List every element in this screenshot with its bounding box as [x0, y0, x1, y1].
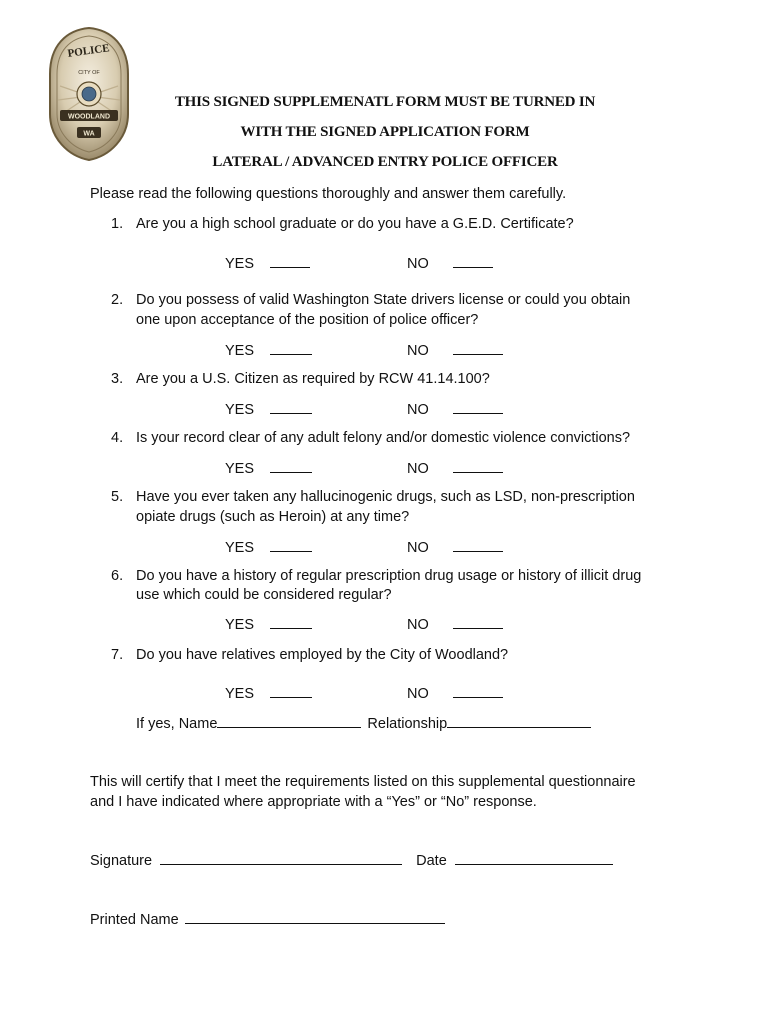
question-text: Do you have relatives employed by the City of Woodland?: [136, 647, 509, 663]
yes-option[interactable]: [225, 685, 312, 702]
no-label: NO: [407, 540, 429, 556]
yes-option[interactable]: [225, 460, 312, 477]
no-label: NO: [407, 686, 429, 702]
no-answer-line[interactable]: [453, 616, 503, 629]
no-option[interactable]: [407, 460, 503, 477]
no-answer-line[interactable]: [453, 460, 503, 473]
relatives-row: [136, 715, 591, 732]
signature-label: Signature: [90, 853, 153, 869]
intro-text: Please read the following questions thoroughly and answer them carefully.: [90, 186, 567, 202]
no-label: NO: [407, 256, 429, 272]
question-text: Do you possess of valid Washington State drivers license or could you obtain: [136, 292, 631, 308]
printed-name-label: Printed Name: [90, 912, 179, 928]
header-line-1: THIS SIGNED SUPPLEMENATL FORM MUST BE TURNED IN: [174, 94, 596, 110]
yes-option[interactable]: [225, 255, 310, 272]
yes-answer-line[interactable]: [270, 342, 312, 355]
header-line-3: LATERAL / ADVANCED ENTRY POLICE OFFICER: [212, 154, 558, 170]
no-option[interactable]: [407, 539, 503, 556]
question-text-cont: one upon acceptance of the position of police officer?: [136, 312, 479, 328]
relative-name-line[interactable]: [217, 715, 361, 728]
printed-name-row: [90, 911, 445, 928]
date-label: Date: [416, 853, 447, 869]
question-text-cont: opiate drugs (such as Heroin) at any time?: [136, 509, 410, 525]
yes-option[interactable]: [225, 616, 312, 633]
header-line-2: WITH THE SIGNED APPLICATION FORM: [240, 124, 530, 140]
badge-city-text: WOODLAND: [68, 113, 110, 121]
yes-label: YES: [225, 461, 255, 477]
question-text: Is your record clear of any adult felony and/or domestic violence convictions?: [136, 430, 631, 446]
yes-answer-line[interactable]: [270, 255, 310, 268]
no-label: NO: [407, 343, 429, 359]
question-text: Do you have a history of regular prescription drug usage or history of illicit drug: [136, 568, 642, 584]
question-text: Have you ever taken any hallucinogenic drugs, such as LSD, non-prescription: [136, 489, 635, 505]
question-number: 6.: [111, 568, 124, 584]
yes-label: YES: [225, 402, 255, 418]
no-option[interactable]: [407, 616, 503, 633]
question-number: 7.: [111, 647, 124, 663]
question-text-cont: use which could be considered regular?: [136, 587, 392, 603]
certify-text-cont: and I have indicated where appropriate with a “Yes” or “No” response.: [90, 794, 537, 810]
yes-answer-line[interactable]: [270, 401, 312, 414]
no-label: NO: [407, 617, 429, 633]
relationship-line[interactable]: [447, 715, 591, 728]
signature-line[interactable]: [160, 852, 402, 865]
yes-label: YES: [225, 256, 255, 272]
question-text: Are you a high school graduate or do you have a G.E.D. Certificate?: [136, 216, 574, 232]
yes-answer-line[interactable]: [270, 539, 312, 552]
question-number: 2.: [111, 292, 124, 308]
yes-option[interactable]: [225, 401, 312, 418]
no-answer-line[interactable]: [453, 342, 503, 355]
no-option[interactable]: [407, 401, 503, 418]
question-number: 3.: [111, 371, 124, 387]
printed-name-line[interactable]: [185, 911, 445, 924]
no-answer-line[interactable]: [453, 255, 493, 268]
no-label: NO: [407, 461, 429, 477]
no-option[interactable]: [407, 255, 493, 272]
no-label: NO: [407, 402, 429, 418]
relative-name-label: If yes, Name: [136, 716, 218, 732]
yes-label: YES: [225, 540, 255, 556]
yes-label: YES: [225, 686, 255, 702]
signature-row: [90, 852, 613, 869]
question-text: Are you a U.S. Citizen as required by RCW 41.14.100?: [136, 371, 490, 387]
question-number: 5.: [111, 489, 124, 505]
no-answer-line[interactable]: [453, 401, 503, 414]
no-option[interactable]: [407, 685, 503, 702]
date-line[interactable]: [455, 852, 613, 865]
question-number: 1.: [111, 216, 124, 232]
badge-state-text: WA: [83, 130, 95, 138]
question-number: 4.: [111, 430, 124, 446]
yes-label: YES: [225, 617, 255, 633]
yes-answer-line[interactable]: [270, 460, 312, 473]
yes-answer-line[interactable]: [270, 685, 312, 698]
relationship-label: Relationship: [367, 716, 448, 732]
yes-answer-line[interactable]: [270, 616, 312, 629]
no-option[interactable]: [407, 342, 503, 359]
yes-label: YES: [225, 343, 255, 359]
yes-option[interactable]: [225, 539, 312, 556]
badge-city-of-text: CITY OF: [78, 70, 100, 76]
yes-option[interactable]: [225, 342, 312, 359]
badge-police-text: POLICE: [66, 42, 111, 60]
no-answer-line[interactable]: [453, 539, 503, 552]
no-answer-line[interactable]: [453, 685, 503, 698]
certify-text: This will certify that I meet the requirements listed on this supplemental questionnaire: [90, 774, 636, 790]
